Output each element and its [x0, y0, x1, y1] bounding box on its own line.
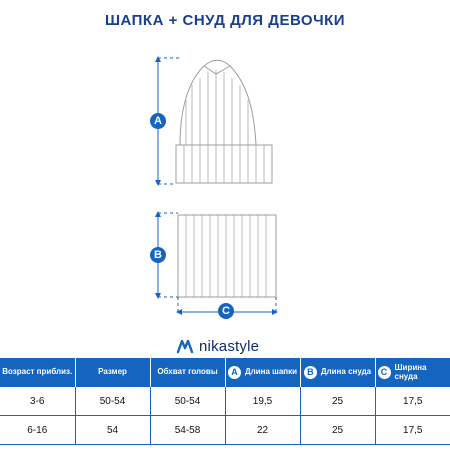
table-cell: 19,5 — [225, 387, 300, 416]
dimension-b-badge: B — [150, 247, 166, 263]
header-age-text: Возраст приблиз. — [2, 367, 73, 377]
table-cell: 17,5 — [375, 387, 450, 416]
table-row — [0, 387, 450, 416]
table-cell: 6-16 — [0, 416, 75, 445]
snood-drawing — [178, 215, 276, 297]
table-cell: 22 — [225, 416, 300, 445]
table-cell: 25 — [300, 416, 375, 445]
hat-drawing — [176, 60, 272, 183]
table-cell: 54 — [75, 416, 150, 445]
header-hat-length — [225, 358, 300, 387]
brand-logo — [176, 334, 259, 358]
table-cell: 50-54 — [75, 387, 150, 416]
dimension-a-badge: A — [150, 113, 166, 129]
brand-name: nikastyle — [199, 337, 260, 355]
size-table — [0, 358, 450, 445]
dimension-c-badge: C — [218, 303, 234, 319]
header-size-text: Размер — [98, 367, 127, 377]
table-cell: 50-54 — [150, 387, 225, 416]
table-cell: 3-6 — [0, 387, 75, 416]
header-letter-a: A — [228, 366, 241, 379]
header-snood-length-text: Длина снуда — [320, 367, 372, 377]
header-head-circumference — [150, 358, 225, 387]
header-snood-width-text: Ширина снуда — [394, 362, 427, 381]
page-title: ШАПКА + СНУД ДЛЯ ДЕВОЧКИ — [104, 12, 346, 29]
table-row — [0, 416, 450, 445]
brand-logo-icon — [176, 338, 194, 354]
header-letter-c: C — [378, 366, 391, 379]
header-hat-length-text: Длина шапки — [244, 367, 298, 377]
size-table-header — [0, 358, 450, 387]
header-head-text: Обхват головы — [157, 367, 218, 377]
table-cell: 25 — [300, 387, 375, 416]
table-cell: 54-58 — [150, 416, 225, 445]
snood-body — [178, 215, 276, 297]
header-snood-length — [300, 358, 375, 387]
header-age — [0, 358, 75, 387]
table-cell: 17,5 — [375, 416, 450, 445]
header-snood-width — [375, 358, 450, 387]
header-size — [75, 358, 150, 387]
header-letter-b: B — [304, 366, 317, 379]
